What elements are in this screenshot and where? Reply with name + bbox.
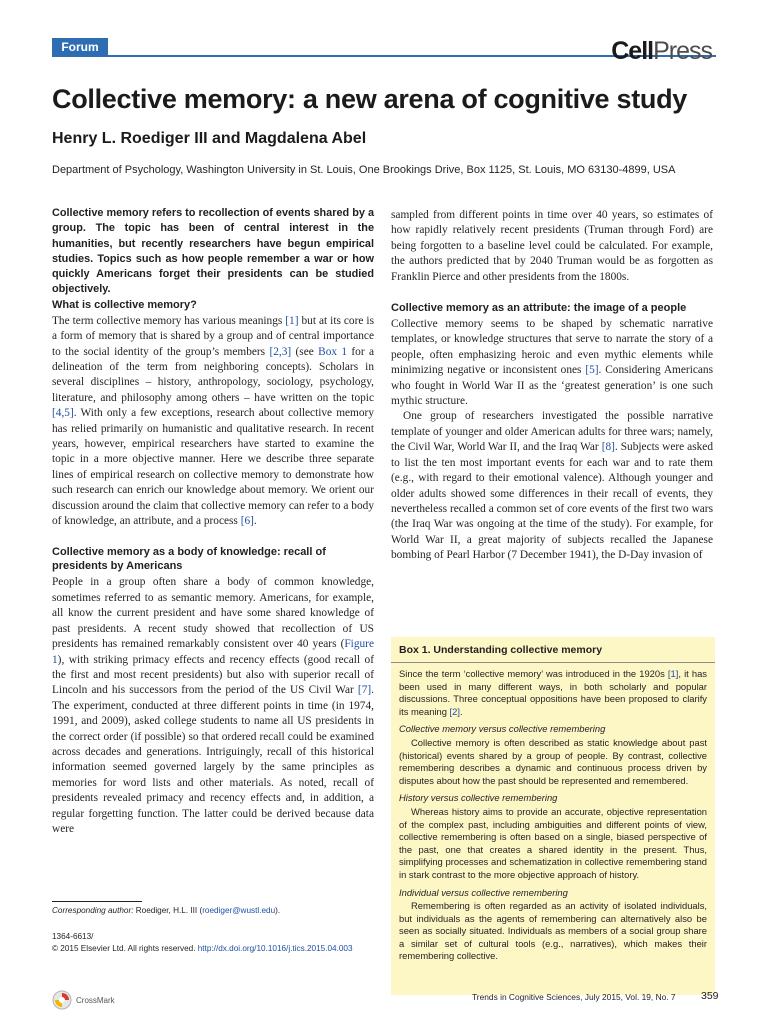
- abstract: Collective memory refers to recollection of events shared by a group. The topic has been of central interest in the humanities, but recently researchers have begun empirical studies. Topics such as how people remember a war or how quickly Americans forget their presidents can be studied objectively.: [52, 207, 374, 296]
- publisher-logo: CellPress: [611, 37, 712, 65]
- section-heading-body-of-knowledge: Collective memory as a body of knowledge: recall of presidents by Americans: [52, 546, 326, 573]
- citation-link[interactable]: [1]: [285, 314, 299, 327]
- paragraph-presidents-continued: sampled from different points in time over 40 years, so estimates of how rapidly relatively recent presidents (Truman through Ford) are being forgotten to a baseline level could be calculated. For example, the authors predicted that by 2040 Truman would be as forgotten as Franklin Pierce and other presidents from the 1800s.: [391, 209, 713, 283]
- citation-link[interactable]: [5]: [585, 364, 599, 377]
- section-heading-what-is: What is collective memory?: [52, 298, 197, 311]
- citation-link[interactable]: [7]: [357, 684, 372, 697]
- doi-link[interactable]: http://dx.doi.org/10.1016/j.tics.2015.04.003: [197, 944, 353, 953]
- crossmark-label: CrossMark: [76, 995, 115, 1005]
- copyright-line: © 2015 Elsevier Ltd. All rights reserved. http://dx.doi.org/10.1016/j.tics.2015.04.003: [52, 944, 353, 953]
- email-link[interactable]: roediger@wustl.edu: [202, 906, 276, 915]
- citation-link[interactable]: [1]: [667, 668, 679, 679]
- author-affiliation: Department of Psychology, Washington University in St. Louis, One Brookings Drive, Box 1125, St. Louis, MO 63130-4899, USA: [52, 164, 676, 176]
- box-subheading: Collective memory versus collective remembering: [399, 723, 606, 735]
- box-paragraph: Whereas history aims to provide an accurate, objective representation of the complex past, including ambiguities and different points of view, collective remembering is often based on a single, biased perspective of the past, one that creates a shared identity in the present. Thus, simplifying processes and schematization in collective remembering stand in stark contrast to the more objective approach of history.: [399, 805, 707, 880]
- right-column: [391, 208, 713, 564]
- section-heading-attribute: Collective memory as an attribute: the image of a people: [391, 302, 687, 315]
- crossmark-icon: [52, 990, 72, 1010]
- box-paragraph: Remembering is often regarded as an activity of isolated individuals, but individuals as the agents of remembering can alternatively also be seen as socially situated. Individuals as members of a social group share a similar set of cultural tools (e.g., narratives), which makes their remembering collective.: [399, 900, 707, 962]
- page-number: 359: [701, 990, 719, 1002]
- box-link[interactable]: Box 1: [318, 345, 348, 358]
- box-subheading: History versus collective remembering: [399, 792, 558, 804]
- citation-link[interactable]: [8]: [601, 441, 615, 454]
- left-column: [52, 206, 374, 837]
- footnote-rule: [52, 901, 142, 902]
- paragraph-presidents: People in a group often share a body of common knowledge, sometimes referred to as semantic memory. Americans, for example, all know the current president and have some shared knowledge of past presidents. A recent study showed that recollection of US presidents has remained remarkably consistent over 40 years (Figure 1), with striking primacy effects and recency effects (good recall of the first and most recent presidents) but also with superior recall of Lincoln and his successors from the period of the US Civil War [7]. The experiment, conducted at three different points in time (in 1974, 1991, and 2009), asked college students to name all US presidents in the correct order (if possible) so that ordered recall could be examined across decades and generations. Intriguingly, recall of this historical information seemed governed largely by the same principles as memories for word lists and other materials. As noted, recall of presidents revealed primacy and recency effects and, in addition, a regular forgetting function. The latter could be derived because data were: [52, 576, 374, 835]
- paragraph-wars: One group of researchers investigated the possible narrative template of younger and older American adults for three wars; namely, the Civil War, World War II, and the Iraq War [8]. Subjects were asked to list the ten most important events for each war and to rate them (e.g., with regard to their emotional valence). Although younger and older adults showed some differences in their recall of events, they nevertheless recalled a common set of core events of the first two wars (the Iraq War was ongoing at the time of the study). For example, for World War II, a great majority of subjects recalled the Japanese bombing of Pearl Harbor (7 December 1941), the D-Day invasion of: [391, 410, 713, 562]
- box-subheading: Individual versus collective remembering: [399, 886, 568, 898]
- section-tag: Forum: [52, 38, 108, 55]
- citation-link[interactable]: [2]: [449, 705, 460, 717]
- box-title: Box 1. Understanding collective memory: [391, 637, 715, 663]
- paragraph-narrative-templates: Collective memory seems to be shaped by schematic narrative templates, or knowledge structures that serve to narrate the story of a people, often emphasizing heroic and even mythic elements while minimizing negative or inconsistent ones [5]. Considering Americans who fought in World War II as the ‘greatest generation’ is one such mythic structure.: [391, 318, 714, 408]
- corresponding-author: Corresponding author: Roediger, H.L. III (roediger@wustl.edu).: [52, 906, 281, 915]
- citation-link[interactable]: [4,5]: [52, 407, 74, 420]
- paragraph-what-is: The term collective memory has various meanings [1] but at its core is a form of memory that is shared by a group and of central importance to the social identity of the group’s members [2,3] (see Box 1 for a delineation of the term from neighboring concepts). Scholars in several disciplines – history, anthropology, sociology, psychology, literature, and philosophy among others – have written on the topic [4,5]. With only a few exceptions, research about collective memory has relied primarily on humanistic and qualitative research. In recent years, however, empirical researchers have started to examine the topic in a more objective manner. Here we describe three separate lines of empirical research on collective memory to demonstrate how such research can enrich our knowledge about memory. We orient our discussion around the claim that collective memory can refer to a body of knowledge, an attribute, and a process [6].: [52, 314, 375, 528]
- citation-link[interactable]: [2,3]: [269, 345, 292, 358]
- crossmark-badge[interactable]: [52, 990, 115, 1010]
- issn: 1364-6613/: [52, 932, 94, 941]
- box-intro: Since the term ‘collective memory’ was introduced in the 1920s [1], it has been used in many different ways, in both scholarly and popular discussions. Three conceptual oppositions have been proposed to clarify its meaning [2].: [399, 668, 707, 717]
- citation-link[interactable]: [6]: [240, 515, 254, 528]
- article-authors: Henry L. Roediger III and Magdalena Abel: [52, 130, 367, 147]
- figure-link[interactable]: Figure 1: [52, 638, 374, 666]
- box-paragraph: Collective memory is often described as static knowledge about past (historical) events shared by a group of people. By contrast, collective remembering describes a dynamic and continuous process driven by disputes about how the past should be represented and remembered.: [399, 736, 707, 786]
- journal-citation: Trends in Cognitive Sciences, July 2015, Vol. 19, No. 7: [472, 992, 676, 1002]
- article-title: Collective memory: a new arena of cognitive study: [52, 84, 687, 114]
- box-understanding-collective-memory: [391, 637, 715, 995]
